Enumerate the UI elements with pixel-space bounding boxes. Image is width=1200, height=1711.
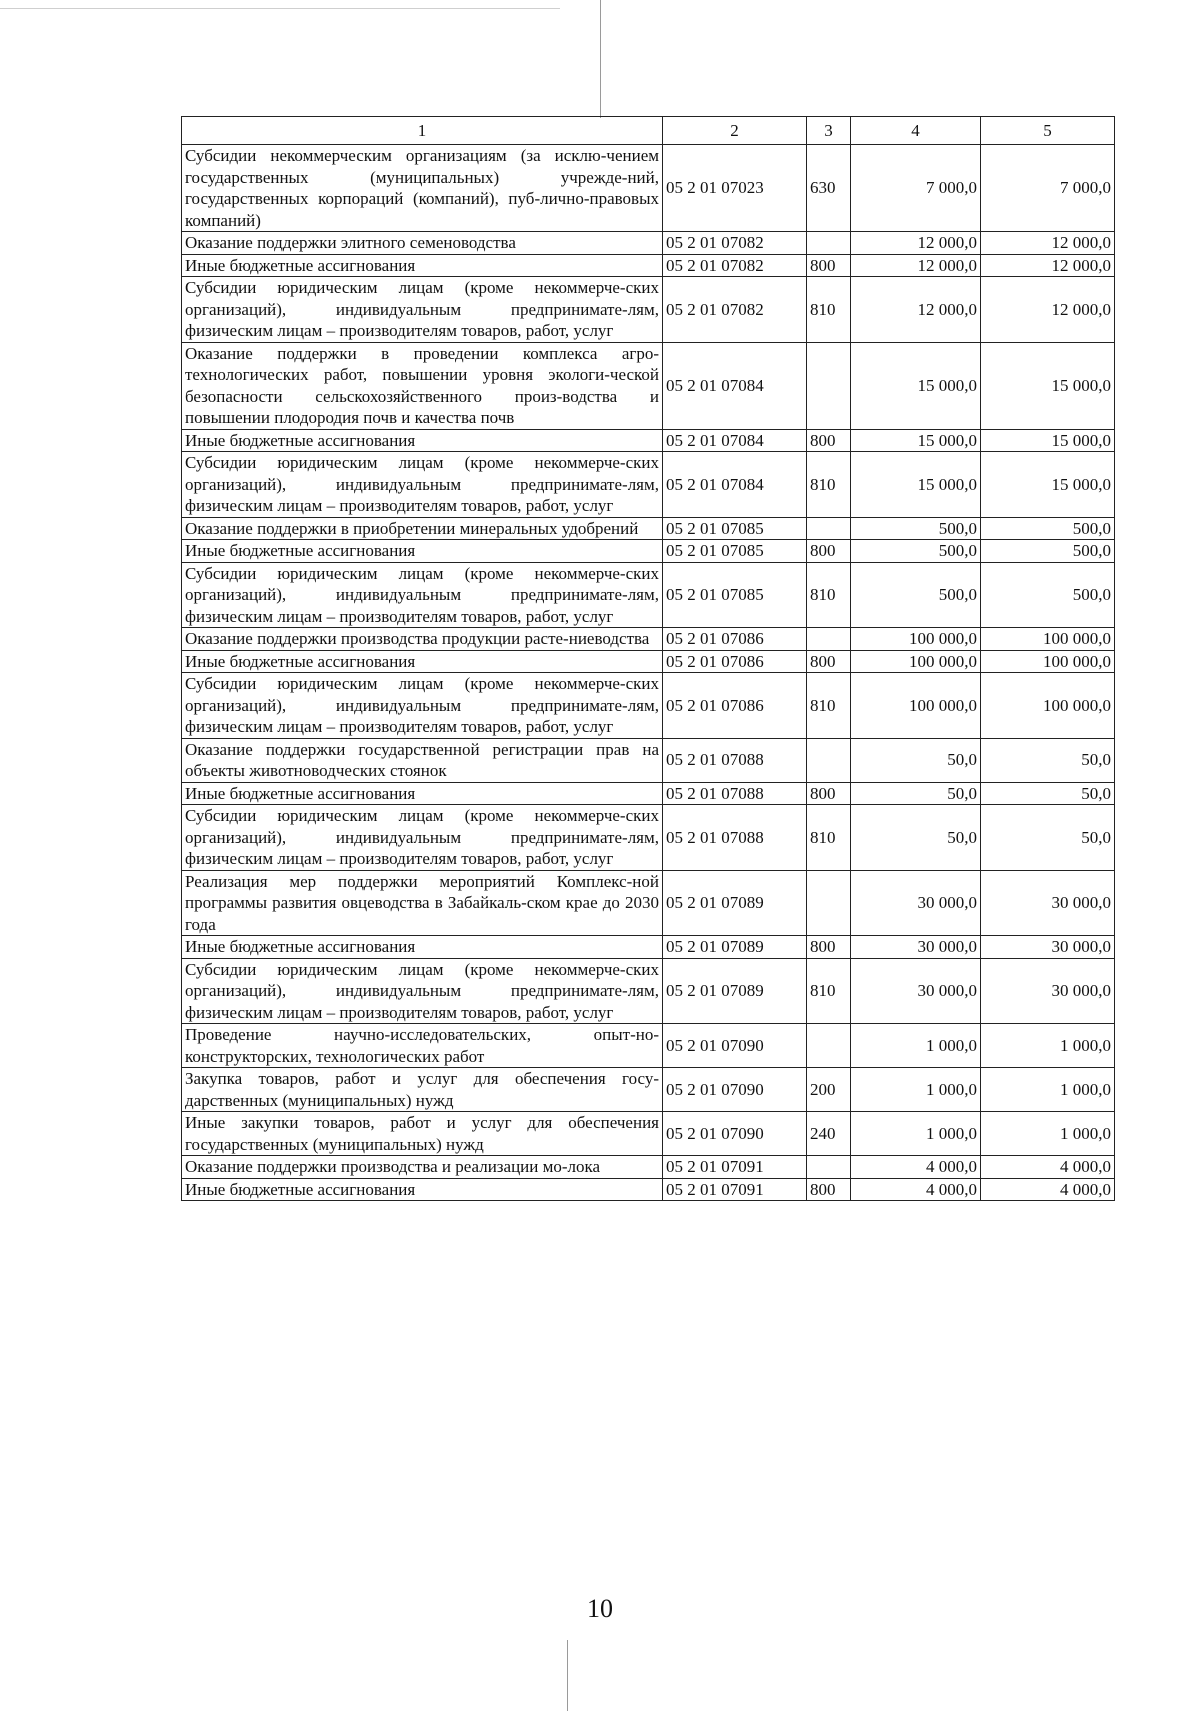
code-cell: 05 2 01 07088 — [663, 805, 807, 871]
description-cell: Субсидии юридическим лицам (кроме некоммерче-ских организаций), индивидуальным предпринимате-лям, физическим лицам – производителям товаров, работ, услуг — [182, 562, 663, 628]
amount-col5-cell: 500,0 — [981, 540, 1115, 563]
table-row — [182, 673, 1115, 739]
code-cell: 05 2 01 07091 — [663, 1178, 807, 1201]
code-cell: 05 2 01 07082 — [663, 232, 807, 255]
description-cell: Иные закупки товаров, работ и услуг для обеспечения государственных (муниципальных) нужд — [182, 1112, 663, 1156]
table-header-row — [182, 117, 1115, 145]
code-cell: 05 2 01 07082 — [663, 277, 807, 343]
table-row — [182, 1178, 1115, 1201]
amount-col4-cell: 30 000,0 — [851, 936, 981, 959]
description-cell: Иные бюджетные ассигнования — [182, 650, 663, 673]
scan-top-line — [0, 8, 560, 9]
amount-col4-cell: 4 000,0 — [851, 1156, 981, 1179]
amount-col4-cell: 1 000,0 — [851, 1024, 981, 1068]
code-cell: 05 2 01 07089 — [663, 936, 807, 959]
amount-col5-cell: 100 000,0 — [981, 673, 1115, 739]
table-row — [182, 452, 1115, 518]
expense-type-cell: 200 — [807, 1068, 851, 1112]
table-row — [182, 782, 1115, 805]
amount-col5-cell: 30 000,0 — [981, 958, 1115, 1024]
code-cell: 05 2 01 07086 — [663, 628, 807, 651]
amount-col5-cell: 12 000,0 — [981, 277, 1115, 343]
expense-type-cell: 810 — [807, 805, 851, 871]
table-row — [182, 870, 1115, 936]
expense-type-cell — [807, 1024, 851, 1068]
amount-col5-cell: 100 000,0 — [981, 650, 1115, 673]
amount-col5-cell: 500,0 — [981, 517, 1115, 540]
description-cell: Иные бюджетные ассигнования — [182, 782, 663, 805]
amount-col4-cell: 1 000,0 — [851, 1068, 981, 1112]
budget-table — [181, 116, 1115, 1201]
amount-col5-cell: 7 000,0 — [981, 145, 1115, 232]
table-row — [182, 429, 1115, 452]
description-cell: Иные бюджетные ассигнования — [182, 936, 663, 959]
amount-col4-cell: 12 000,0 — [851, 277, 981, 343]
description-cell: Оказание поддержки производства и реализации мо-лока — [182, 1156, 663, 1179]
amount-col5-cell: 500,0 — [981, 562, 1115, 628]
code-cell: 05 2 01 07085 — [663, 562, 807, 628]
description-cell: Субсидии юридическим лицам (кроме некоммерче-ских организаций), индивидуальным предпринимате-лям, физическим лицам – производителям товаров, работ, услуг — [182, 805, 663, 871]
amount-col5-cell: 50,0 — [981, 805, 1115, 871]
amount-col5-cell: 12 000,0 — [981, 232, 1115, 255]
code-cell: 05 2 01 07084 — [663, 342, 807, 429]
description-cell: Закупка товаров, работ и услуг для обеспечения госу-дарственных (муниципальных) нужд — [182, 1068, 663, 1112]
description-cell: Проведение научно-исследовательских, опыт-но-конструкторских, технологических работ — [182, 1024, 663, 1068]
amount-col5-cell: 1 000,0 — [981, 1024, 1115, 1068]
expense-type-cell: 240 — [807, 1112, 851, 1156]
code-cell: 05 2 01 07089 — [663, 958, 807, 1024]
amount-col5-cell: 50,0 — [981, 738, 1115, 782]
column-header-1: 1 — [182, 117, 663, 145]
amount-col4-cell: 4 000,0 — [851, 1178, 981, 1201]
amount-col4-cell: 500,0 — [851, 540, 981, 563]
amount-col5-cell: 100 000,0 — [981, 628, 1115, 651]
column-header-3: 3 — [807, 117, 851, 145]
table-row — [182, 1024, 1115, 1068]
expense-type-cell: 800 — [807, 429, 851, 452]
expense-type-cell — [807, 870, 851, 936]
expense-type-cell: 810 — [807, 673, 851, 739]
expense-type-cell: 800 — [807, 540, 851, 563]
description-cell: Оказание поддержки в приобретении минеральных удобрений — [182, 517, 663, 540]
code-cell: 05 2 01 07084 — [663, 452, 807, 518]
description-cell: Иные бюджетные ассигнования — [182, 429, 663, 452]
table-row — [182, 936, 1115, 959]
table-row — [182, 738, 1115, 782]
description-cell: Иные бюджетные ассигнования — [182, 1178, 663, 1201]
code-cell: 05 2 01 07091 — [663, 1156, 807, 1179]
code-cell: 05 2 01 07086 — [663, 650, 807, 673]
amount-col4-cell: 15 000,0 — [851, 429, 981, 452]
table-row — [182, 1112, 1115, 1156]
table-row — [182, 540, 1115, 563]
description-cell: Реализация мер поддержки мероприятий Комплекс-ной программы развития овцеводства в Забайкаль-ском крае до 2030 года — [182, 870, 663, 936]
description-cell: Субсидии юридическим лицам (кроме некоммерче-ских организаций), индивидуальным предпринимате-лям, физическим лицам – производителям товаров, работ, услуг — [182, 277, 663, 343]
description-cell: Иные бюджетные ассигнования — [182, 540, 663, 563]
amount-col4-cell: 30 000,0 — [851, 870, 981, 936]
amount-col5-cell: 30 000,0 — [981, 936, 1115, 959]
table-row — [182, 232, 1115, 255]
amount-col4-cell: 50,0 — [851, 738, 981, 782]
amount-col4-cell: 100 000,0 — [851, 650, 981, 673]
amount-col5-cell: 15 000,0 — [981, 452, 1115, 518]
table-row — [182, 562, 1115, 628]
page-number: 10 — [587, 1594, 613, 1623]
amount-col4-cell: 50,0 — [851, 782, 981, 805]
amount-col5-cell: 12 000,0 — [981, 254, 1115, 277]
code-cell: 05 2 01 07090 — [663, 1112, 807, 1156]
amount-col5-cell: 15 000,0 — [981, 429, 1115, 452]
code-cell: 05 2 01 07082 — [663, 254, 807, 277]
description-cell: Субсидии юридическим лицам (кроме некоммерче-ских организаций), индивидуальным предпринимате-лям, физическим лицам – производителям товаров, работ, услуг — [182, 452, 663, 518]
code-cell: 05 2 01 07090 — [663, 1024, 807, 1068]
expense-type-cell — [807, 628, 851, 651]
amount-col4-cell: 500,0 — [851, 562, 981, 628]
table-row — [182, 1156, 1115, 1179]
table-row — [182, 145, 1115, 232]
scan-fold-mark-bottom — [567, 1640, 568, 1711]
table-row — [182, 517, 1115, 540]
table-row — [182, 628, 1115, 651]
expense-type-cell — [807, 342, 851, 429]
amount-col4-cell: 15 000,0 — [851, 452, 981, 518]
description-cell: Оказание поддержки элитного семеноводства — [182, 232, 663, 255]
code-cell: 05 2 01 07085 — [663, 517, 807, 540]
expense-type-cell: 800 — [807, 1178, 851, 1201]
table-row — [182, 650, 1115, 673]
code-cell: 05 2 01 07086 — [663, 673, 807, 739]
description-cell: Оказание поддержки в проведении комплекса агро-технологических работ, повышении уровня экологи-ческой безопасности сельскохозяйственного произ-водства и повышении плодородия почв и качества почв — [182, 342, 663, 429]
amount-col4-cell: 7 000,0 — [851, 145, 981, 232]
table-row — [182, 254, 1115, 277]
amount-col4-cell: 50,0 — [851, 805, 981, 871]
expense-type-cell — [807, 738, 851, 782]
expense-type-cell: 810 — [807, 958, 851, 1024]
expense-type-cell: 810 — [807, 277, 851, 343]
amount-col4-cell: 30 000,0 — [851, 958, 981, 1024]
expense-type-cell: 630 — [807, 145, 851, 232]
expense-type-cell: 800 — [807, 936, 851, 959]
table-row — [182, 1068, 1115, 1112]
description-cell: Субсидии некоммерческим организациям (за исклю-чением государственных (муниципальных) учрежде-ний, государственных корпораций (компаний), пуб-лично-правовых компаний) — [182, 145, 663, 232]
code-cell: 05 2 01 07085 — [663, 540, 807, 563]
column-header-4: 4 — [851, 117, 981, 145]
amount-col5-cell: 30 000,0 — [981, 870, 1115, 936]
code-cell: 05 2 01 07090 — [663, 1068, 807, 1112]
amount-col5-cell: 15 000,0 — [981, 342, 1115, 429]
description-cell: Иные бюджетные ассигнования — [182, 254, 663, 277]
expense-type-cell: 800 — [807, 650, 851, 673]
amount-col4-cell: 12 000,0 — [851, 232, 981, 255]
column-header-5: 5 — [981, 117, 1115, 145]
amount-col4-cell: 100 000,0 — [851, 628, 981, 651]
code-cell: 05 2 01 07089 — [663, 870, 807, 936]
expense-type-cell — [807, 517, 851, 540]
amount-col5-cell: 1 000,0 — [981, 1068, 1115, 1112]
expense-type-cell: 810 — [807, 452, 851, 518]
table-row — [182, 805, 1115, 871]
amount-col4-cell: 500,0 — [851, 517, 981, 540]
table-row — [182, 958, 1115, 1024]
scan-fold-mark-top — [600, 0, 601, 118]
column-header-2: 2 — [663, 117, 807, 145]
expense-type-cell — [807, 232, 851, 255]
code-cell: 05 2 01 07088 — [663, 738, 807, 782]
description-cell: Оказание поддержки государственной регистрации прав на объекты животноводческих стоянок — [182, 738, 663, 782]
amount-col4-cell: 100 000,0 — [851, 673, 981, 739]
description-cell: Оказание поддержки производства продукции расте-ниеводства — [182, 628, 663, 651]
amount-col5-cell: 50,0 — [981, 782, 1115, 805]
code-cell: 05 2 01 07084 — [663, 429, 807, 452]
code-cell: 05 2 01 07023 — [663, 145, 807, 232]
amount-col4-cell: 1 000,0 — [851, 1112, 981, 1156]
description-cell: Субсидии юридическим лицам (кроме некоммерче-ских организаций), индивидуальным предпринимате-лям, физическим лицам – производителям товаров, работ, услуг — [182, 673, 663, 739]
amount-col4-cell: 15 000,0 — [851, 342, 981, 429]
table-row — [182, 342, 1115, 429]
expense-type-cell: 800 — [807, 254, 851, 277]
amount-col5-cell: 4 000,0 — [981, 1178, 1115, 1201]
amount-col4-cell: 12 000,0 — [851, 254, 981, 277]
expense-type-cell — [807, 1156, 851, 1179]
expense-type-cell: 800 — [807, 782, 851, 805]
table-body — [182, 145, 1115, 1201]
amount-col5-cell: 4 000,0 — [981, 1156, 1115, 1179]
amount-col5-cell: 1 000,0 — [981, 1112, 1115, 1156]
description-cell: Субсидии юридическим лицам (кроме некоммерче-ских организаций), индивидуальным предпринимате-лям, физическим лицам – производителям товаров, работ, услуг — [182, 958, 663, 1024]
table-row — [182, 277, 1115, 343]
code-cell: 05 2 01 07088 — [663, 782, 807, 805]
expense-type-cell: 810 — [807, 562, 851, 628]
